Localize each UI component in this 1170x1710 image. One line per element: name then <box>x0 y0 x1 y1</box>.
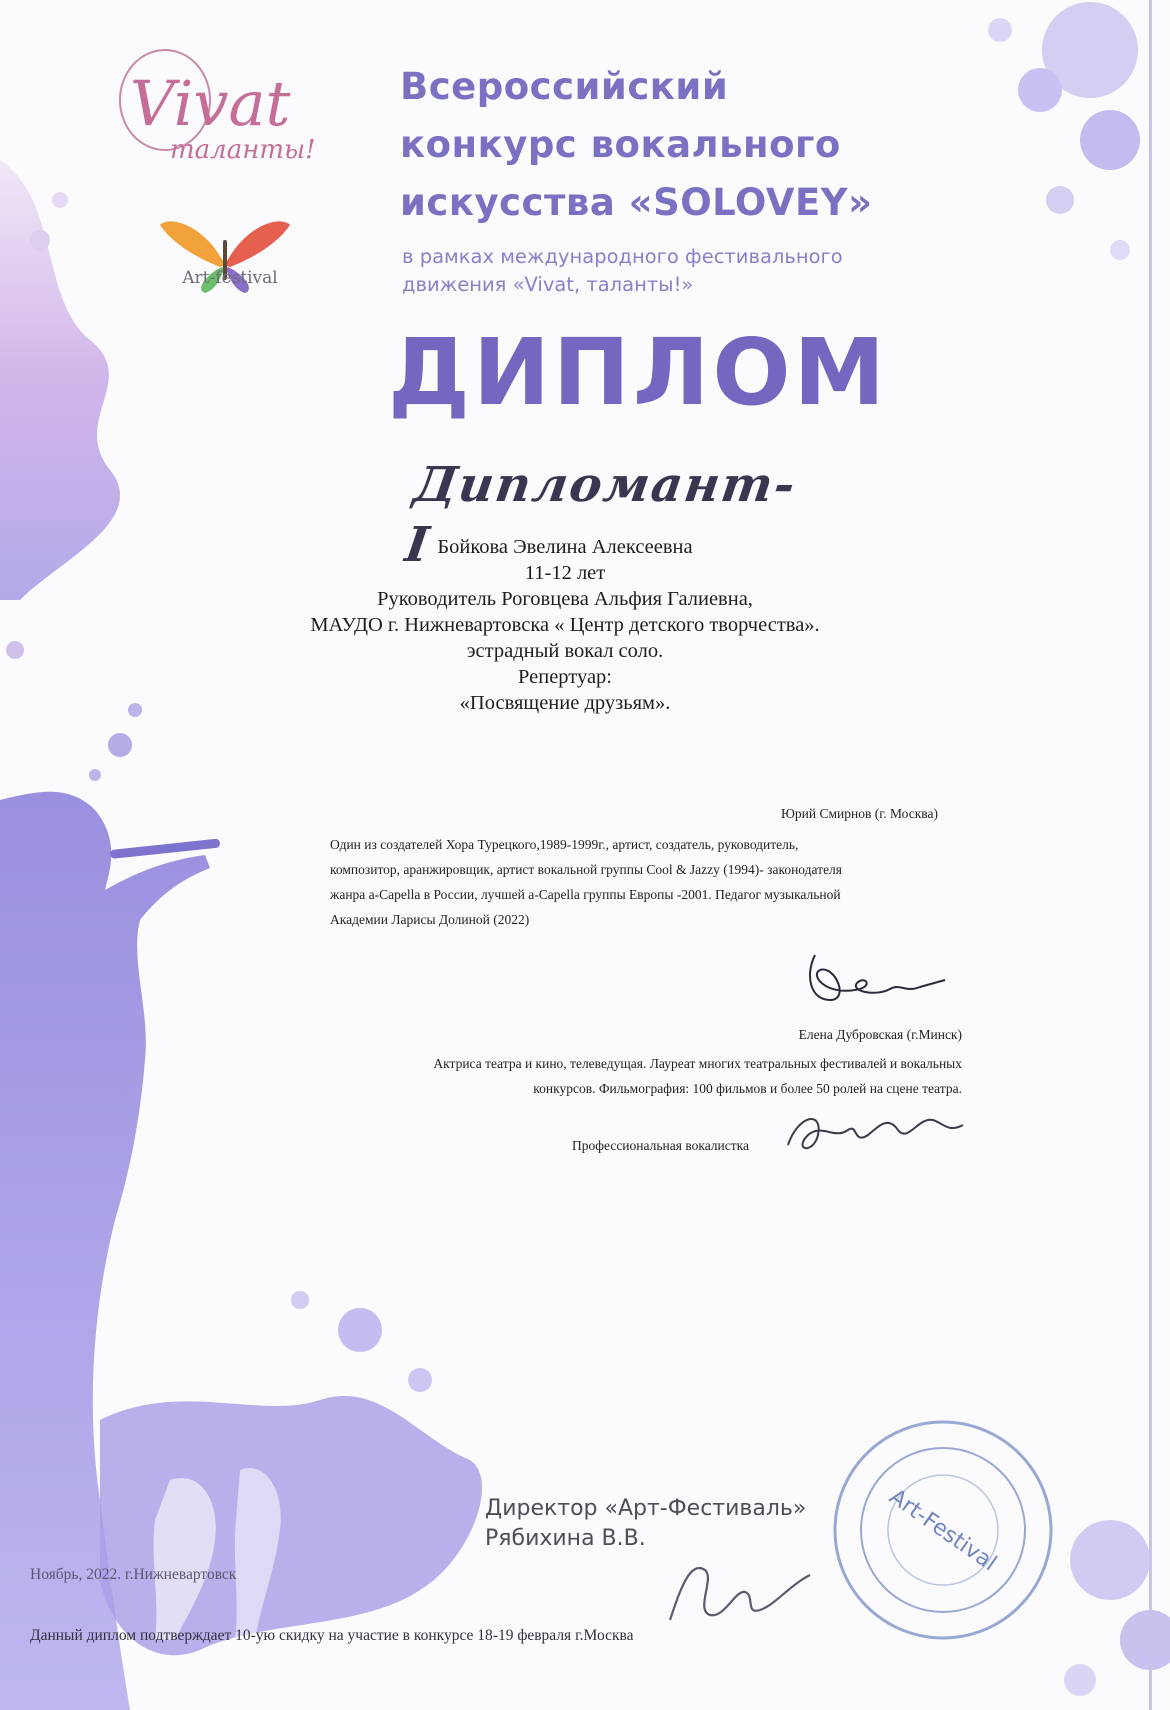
discount-note: Данный диплом подтверждает 10-ую скидку на участие в конкурсе 18-19 февраля г.Москва <box>30 1627 634 1644</box>
director-name: Рябихина В.В. <box>485 1526 646 1551</box>
bio-line: Актриса театра и кино, телеведущая. Лауреат многих театральных фестивалей и вокальных <box>433 1056 962 1071</box>
jury-member-name: Юрий Смирнов (г. Москва) <box>781 806 938 821</box>
director-signature <box>650 1530 820 1640</box>
director-title: Директор «Арт-Фестиваль» <box>485 1496 807 1521</box>
right-frame-line <box>1149 0 1152 1710</box>
title-line: искусства «SOLOVEY» <box>400 181 873 224</box>
contest-title <box>400 58 920 232</box>
repertoire-label: Репертуар: <box>518 666 612 688</box>
recipient-age: 11-12 лет <box>524 562 606 584</box>
jury-signature-1 <box>795 945 955 1015</box>
document-title: ДИПЛОМ <box>388 319 889 426</box>
subtitle-line: в рамках международного фестивального <box>402 245 843 268</box>
bottom-splash <box>100 1291 482 1655</box>
recipient-teacher: Руководитель Роговцева Альфия Галиевна, <box>377 588 753 610</box>
top-right-splash <box>988 2 1140 260</box>
jury-member-bio <box>330 832 950 932</box>
issue-date: Ноябрь, 2022. г.Нижневартовск <box>30 1566 237 1583</box>
art-festival-label: Art-festival <box>182 268 278 288</box>
title-line: конкурс вокального <box>400 123 841 166</box>
bio-line: жанра a-Capella в России, лучшей a-Capella группы Европы -2001. Педагог музыкальной <box>330 887 841 902</box>
jury-member-bio <box>262 1051 962 1101</box>
official-stamp <box>828 1415 1058 1645</box>
jury-signature-2 <box>778 1095 968 1165</box>
jury-member-role: Профессиональная вокалистка <box>572 1138 750 1153</box>
bio-line: конкурсов. Фильмография: 100 фильмов и более 50 ролей на сцене театра. <box>533 1081 962 1096</box>
recipient-name: Бойкова Эвелина Алексеевна <box>437 536 693 558</box>
bio-line: Один из создателей Хора Турецкого,1989-1999г., артист, создатель, руководитель, <box>330 837 799 852</box>
stamp-text: Art-Festival <box>884 1484 1001 1577</box>
recipient-category: эстрадный вокал соло. <box>466 640 664 662</box>
jury-member-name: Елена Дубровская (г.Минск) <box>798 1027 962 1042</box>
vivat-logo <box>110 40 340 170</box>
recipient-institution: МАУДО г. Нижневартовска « Центр детского творчества». <box>310 614 820 636</box>
vivat-logo-text: Vivat <box>130 67 291 140</box>
contest-subtitle <box>402 243 922 299</box>
degree-handwritten: Дипломант-I <box>401 457 801 573</box>
subtitle-line: движения «Vivat, таланты!» <box>402 273 694 296</box>
title-line: Всероссийский <box>400 65 729 108</box>
svg-text:таланты!: таланты! <box>170 135 316 165</box>
repertoire-title: «Посвящение друзьям». <box>459 692 671 714</box>
left-splash <box>0 160 142 781</box>
bio-line: композитор, аранжировщик, артист вокальной группы Cool & Jazzy (1994)- законодателя <box>330 862 843 877</box>
recipient-block <box>240 534 890 716</box>
bottom-right-splash <box>1064 1520 1170 1696</box>
bio-line: Академии Ларисы Долиной (2022) <box>330 912 530 927</box>
